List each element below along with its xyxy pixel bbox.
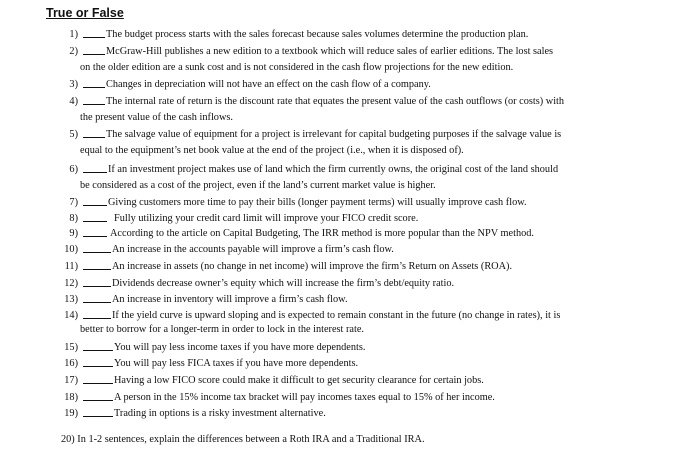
question-text: Dividends decrease owner’s equity which will increase the firm’s debt/equity ratio. <box>112 278 455 289</box>
answer-blank[interactable] <box>83 374 113 384</box>
question-number: 7) <box>69 197 78 208</box>
question-text: If an investment project makes use of land which the firm currently owns, the original cost of the land should <box>108 164 559 175</box>
answer-blank[interactable] <box>83 277 111 287</box>
answer-blank[interactable] <box>83 28 105 38</box>
question-number: 8) <box>69 213 78 224</box>
question-text: The internal rate of return is the discount rate that equates the present value of the cash outflows (or costs) with <box>106 96 565 107</box>
question-number: 4) <box>69 96 78 107</box>
question-text: McGraw-Hill publishes a new edition to a textbook which will reduce sales of earlier editions. The lost sales <box>106 46 554 57</box>
answer-blank[interactable] <box>83 243 111 253</box>
answer-blank[interactable] <box>83 309 111 319</box>
question-number: 10) <box>64 244 78 255</box>
question-text: Fully utilizing your credit card limit will improve your FICO credit score. <box>114 213 419 224</box>
answer-blank[interactable] <box>83 45 105 55</box>
question-text: Trading in options is a risky investment alternative. <box>114 408 326 419</box>
answer-blank[interactable] <box>83 407 113 417</box>
question-number: 9) <box>69 228 78 239</box>
answer-blank[interactable] <box>83 163 107 173</box>
answer-blank[interactable] <box>83 128 105 138</box>
question-number: 19) <box>64 408 78 419</box>
question-text: You will pay less FICA taxes if you have more dependents. <box>114 358 359 369</box>
question-text: Having a low FICO score could make it difficult to get security clearance for certain jobs. <box>114 375 484 386</box>
section-title: True or False <box>46 6 124 20</box>
question-text: Changes in depreciation will not have an effect on the cash flow of a company. <box>106 79 431 90</box>
question-number: 15) <box>64 342 78 353</box>
question-text-continued: better to borrow for a longer-term in order to lock in the interest rate. <box>80 324 364 335</box>
question-number: 11) <box>64 261 78 272</box>
question-text: A person in the 15% income tax bracket will pay incomes taxes equal to 15% of her income. <box>114 392 495 403</box>
essay-question: 20) In 1-2 sentences, explain the differences between a Roth IRA and a Traditional IRA. <box>61 434 425 445</box>
question-number: 17) <box>64 375 78 386</box>
question-number: 14) <box>64 310 78 321</box>
answer-blank[interactable] <box>83 357 113 367</box>
answer-blank[interactable] <box>83 227 107 237</box>
question-text: Giving customers more time to pay their bills (longer payment terms) will usually improve cash flow. <box>108 197 527 208</box>
question-text-continued: the present value of the cash inflows. <box>80 112 233 123</box>
question-text-continued: be considered as a cost of the project, even if the land’s current market value is higher. <box>80 180 436 191</box>
question-text: The budget process starts with the sales forecast because sales volumes determine the production plan. <box>106 29 529 40</box>
question-number: 5) <box>69 129 78 140</box>
question-text: An increase in inventory will improve a firm’s cash flow. <box>112 294 348 305</box>
answer-blank[interactable] <box>83 212 107 222</box>
answer-blank[interactable] <box>83 78 105 88</box>
answer-blank[interactable] <box>83 196 107 206</box>
question-text: You will pay less income taxes if you have more dependents. <box>114 342 366 353</box>
answer-blank[interactable] <box>83 293 111 303</box>
question-number: 1) <box>69 29 78 40</box>
answer-blank[interactable] <box>83 95 105 105</box>
question-text: The salvage value of equipment for a project is irrelevant for capital budgeting purposes if the salvage value is <box>106 129 562 140</box>
question-text: According to the article on Capital Budgeting, The IRR method is more popular than the NPV method. <box>110 228 535 239</box>
question-text-continued: equal to the equipment’s net book value at the end of the project (i.e., when it is disposed of). <box>80 145 464 156</box>
question-number: 18) <box>64 392 78 403</box>
question-number: 6) <box>69 164 78 175</box>
question-text: If the yield curve is upward sloping and is expected to remain constant in the future (no change in rates), it is <box>112 310 561 321</box>
answer-blank[interactable] <box>83 391 113 401</box>
question-number: 13) <box>64 294 78 305</box>
question-number: 2) <box>69 46 78 57</box>
question-number: 3) <box>69 79 78 90</box>
question-text: An increase in the accounts payable will improve a firm’s cash flow. <box>112 244 394 255</box>
question-number: 12) <box>64 278 78 289</box>
answer-blank[interactable] <box>83 260 111 270</box>
question-number: 16) <box>64 358 78 369</box>
question-text-continued: on the older edition are a sunk cost and is not considered in the cash flow projections for the new edition. <box>80 62 514 73</box>
answer-blank[interactable] <box>83 341 113 351</box>
question-text: An increase in assets (no change in net income) will improve the firm’s Return on Assets (ROA). <box>112 261 513 272</box>
